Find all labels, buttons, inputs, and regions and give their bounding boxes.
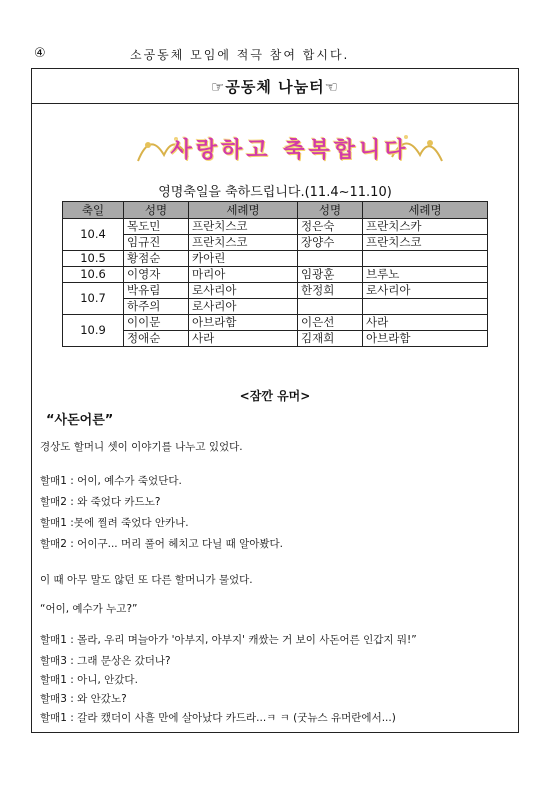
person-name: 임규진 bbox=[124, 235, 189, 251]
joke-line: 할매2 : 어이구... 머리 풀어 헤치고 다닐 때 알아봤다. bbox=[40, 538, 283, 550]
person-name: 한정희 bbox=[298, 283, 363, 299]
person-name: 이영자 bbox=[124, 267, 189, 283]
table-row bbox=[63, 219, 488, 235]
joke-subtitle: “사돈어른” bbox=[46, 413, 114, 428]
feast-date: 10.9 bbox=[63, 315, 124, 347]
joke-section-title: <잠깐 유머> bbox=[239, 389, 311, 403]
baptismal-name: 로사리아 bbox=[189, 283, 298, 299]
page-number: ④ bbox=[34, 46, 46, 61]
col-header-name: 성명 bbox=[124, 202, 189, 219]
joke-line: 할매1 : 어이, 예수가 죽었단다. bbox=[40, 475, 182, 487]
joke-line: 할매2 : 와 죽었다 카드노? bbox=[40, 496, 161, 508]
box-title: ☞공동체 나눔터☜ bbox=[210, 78, 340, 96]
baptismal-name: 프란치스코 bbox=[189, 235, 298, 251]
feast-title: 영명축일을 축하드립니다.(11.4~11.10) bbox=[158, 185, 392, 200]
person-name: 임광훈 bbox=[298, 267, 363, 283]
baptismal-name: 프란치스코 bbox=[363, 235, 488, 251]
baptismal-name: 브루노 bbox=[363, 267, 488, 283]
baptismal-name: 카아린 bbox=[189, 251, 298, 267]
box-title-row bbox=[32, 69, 518, 104]
joke-line: “어이, 예수가 누고?” bbox=[40, 603, 138, 615]
header-slogan: 소공동체 모임에 적극 참여 합시다. bbox=[130, 48, 350, 62]
celebration-banner bbox=[130, 121, 450, 179]
table-row bbox=[63, 235, 488, 251]
joke-line: 할매1 : 아니, 안갔다. bbox=[40, 674, 138, 686]
table-row bbox=[63, 267, 488, 283]
baptismal-name bbox=[363, 299, 488, 315]
col-header-name: 성명 bbox=[298, 202, 363, 219]
baptismal-name: 아브라함 bbox=[363, 331, 488, 347]
person-name: 목도민 bbox=[124, 219, 189, 235]
table-header-row bbox=[63, 202, 488, 219]
person-name: 장양수 bbox=[298, 235, 363, 251]
joke-line: 경상도 할머니 셋이 이야기를 나누고 있었다. bbox=[40, 441, 243, 453]
person-name: 황점순 bbox=[124, 251, 189, 267]
baptismal-name bbox=[363, 251, 488, 267]
table-row bbox=[63, 283, 488, 299]
community-box bbox=[31, 68, 519, 733]
table-row bbox=[63, 315, 488, 331]
person-name: 하주의 bbox=[124, 299, 189, 315]
joke-line: 할매3 : 그래 문상은 갔더나? bbox=[40, 655, 171, 667]
feast-table bbox=[62, 201, 488, 347]
col-header-date: 축일 bbox=[63, 202, 124, 219]
person-name bbox=[298, 299, 363, 315]
feast-date: 10.5 bbox=[63, 251, 124, 267]
baptismal-name: 프란치스카 bbox=[363, 219, 488, 235]
baptismal-name: 로사리아 bbox=[363, 283, 488, 299]
person-name: 박유림 bbox=[124, 283, 189, 299]
person-name bbox=[298, 251, 363, 267]
person-name: 정애순 bbox=[124, 331, 189, 347]
baptismal-name: 프란치스코 bbox=[189, 219, 298, 235]
banner-text: 사랑하고 축복합니다 bbox=[170, 138, 410, 163]
feast-date: 10.4 bbox=[63, 219, 124, 251]
col-header-baptismal: 세례명 bbox=[363, 202, 488, 219]
baptismal-name: 사라 bbox=[363, 315, 488, 331]
feast-date: 10.7 bbox=[63, 283, 124, 315]
table-row bbox=[63, 251, 488, 267]
joke-line: 이 때 아무 말도 않던 또 다른 할머니가 물었다. bbox=[40, 574, 253, 586]
joke-line: 할매3 : 와 안갔노? bbox=[40, 693, 127, 705]
baptismal-name: 아브라함 bbox=[189, 315, 298, 331]
feast-date: 10.6 bbox=[63, 267, 124, 283]
joke-line: 할매1 : 갈라 캤더이 사흘 만에 살아났다 카드라...ㅋ ㅋ (굿뉴스 유머란에서...) bbox=[40, 712, 396, 724]
col-header-baptismal: 세례명 bbox=[189, 202, 298, 219]
joke-line: 할매1 : 몰라, 우리 며늘아가 '아부지, 아부지' 캐쌌는 거 보이 사돈어른 인갑지 뭐!” bbox=[40, 634, 417, 646]
joke-line: 할매1 :못에 찔려 죽었다 안카나. bbox=[40, 517, 189, 529]
baptismal-name: 사라 bbox=[189, 331, 298, 347]
table-row bbox=[63, 331, 488, 347]
baptismal-name: 로사리아 bbox=[189, 299, 298, 315]
person-name: 이은선 bbox=[298, 315, 363, 331]
person-name: 정은숙 bbox=[298, 219, 363, 235]
person-name: 김재희 bbox=[298, 331, 363, 347]
baptismal-name: 마리아 bbox=[189, 267, 298, 283]
person-name: 이이문 bbox=[124, 315, 189, 331]
table-row bbox=[63, 299, 488, 315]
